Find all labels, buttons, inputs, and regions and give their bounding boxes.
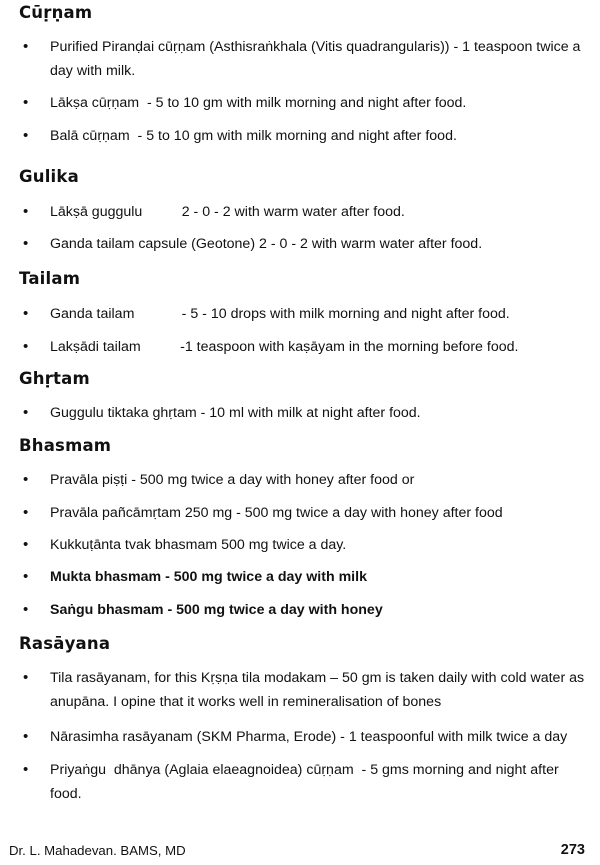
list-item-text: Purified Piranḍai cūṛṇam (Asthisraṅkhala (Vitis quadrangularis)) - 1 teaspoon twice a day with milk.: [50, 39, 585, 79]
list-item-text: Lākṣā guggulu 2 - 0 - 2 with warm water after food.: [50, 204, 405, 220]
bullet-icon: •: [23, 536, 29, 553]
page-number: 273: [560, 842, 585, 858]
section-heading-ghrtam: Ghṛtam: [19, 369, 90, 388]
list-item-text: Balā cūṛṇam - 5 to 10 gm with milk morning and night after food.: [50, 128, 457, 144]
list-item: [23, 758, 593, 806]
section-heading-rasayana: Rasāyana: [19, 634, 111, 653]
list-item: [23, 598, 593, 622]
list-item: [23, 468, 593, 492]
list-item: [23, 335, 593, 359]
list-item-text: Ganda tailam - 5 - 10 drops with milk morning and night after food.: [50, 306, 510, 322]
list-item: [23, 401, 593, 425]
list-item: [23, 725, 593, 749]
list-item: [23, 501, 593, 525]
bullet-icon: •: [23, 504, 29, 521]
list-item-text: Pravāla pañcāmṛtam 250 mg - 500 mg twice a day with honey after food: [50, 505, 503, 521]
list-item: [23, 35, 593, 83]
bullet-icon: •: [23, 235, 29, 252]
list-item-text: Tila rasāyanam, for this Kṛṣṇa tila modakam – 50 gm is taken daily with cold water as anupāna. I opine that it works well in remineralisation of bones: [50, 670, 589, 710]
list-item-text: Lakṣādi tailam -1 teaspoon with kaṣāyam in the morning before food.: [50, 339, 519, 355]
bullet-icon: •: [23, 471, 29, 488]
bullet-icon: •: [23, 38, 29, 55]
section-heading-curnam: Cūṛṇam: [19, 3, 93, 22]
bullet-icon: •: [23, 94, 29, 111]
list-item-text: Saṅgu bhasmam - 500 mg twice a day with honey: [50, 602, 383, 618]
list-item: [23, 91, 593, 115]
section-heading-bhasmam: Bhasmam: [19, 436, 112, 455]
section-heading-tailam: Tailam: [19, 269, 81, 288]
list-item-text: Nārasimha rasāyanam (SKM Pharma, Erode) - 1 teaspoonful with milk twice a day: [50, 729, 568, 745]
list-item-text: Ganda tailam capsule (Geotone) 2 - 0 - 2 with warm water after food.: [50, 236, 483, 252]
bullet-icon: •: [23, 568, 29, 585]
bullet-icon: •: [23, 404, 29, 421]
list-item-text: Priyaṅgu dhānya (Aglaia elaeagnoidea) cūṛṇam - 5 gms morning and night after food.: [50, 762, 563, 802]
section-heading-gulika: Gulika: [19, 167, 79, 186]
list-item-text: Mukta bhasmam - 500 mg twice a day with milk: [50, 569, 367, 585]
footer-author: Dr. L. Mahadevan. BAMS, MD: [9, 843, 186, 858]
list-item: [23, 124, 593, 148]
list-item: [23, 200, 593, 224]
list-item-text: Pravāla piṣṭi - 500 mg twice a day with honey after food or: [50, 472, 415, 488]
bullet-icon: •: [23, 305, 29, 322]
bullet-icon: •: [23, 601, 29, 618]
bullet-icon: •: [23, 127, 29, 144]
list-item: [23, 565, 593, 589]
bullet-icon: •: [23, 761, 29, 778]
list-item: [23, 533, 593, 557]
list-item-text: Lākṣa cūṛṇam - 5 to 10 gm with milk morning and night after food.: [50, 95, 467, 111]
list-item-text: Guggulu tiktaka ghṛtam - 10 ml with milk at night after food.: [50, 405, 421, 421]
list-item: [23, 302, 593, 326]
list-item-text: Kukkuṭānta tvak bhasmam 500 mg twice a day.: [50, 537, 347, 553]
list-item: [23, 232, 593, 256]
bullet-icon: •: [23, 669, 29, 686]
bullet-icon: •: [23, 203, 29, 220]
list-item: [23, 666, 593, 714]
bullet-icon: •: [23, 728, 29, 745]
bullet-icon: •: [23, 338, 29, 355]
